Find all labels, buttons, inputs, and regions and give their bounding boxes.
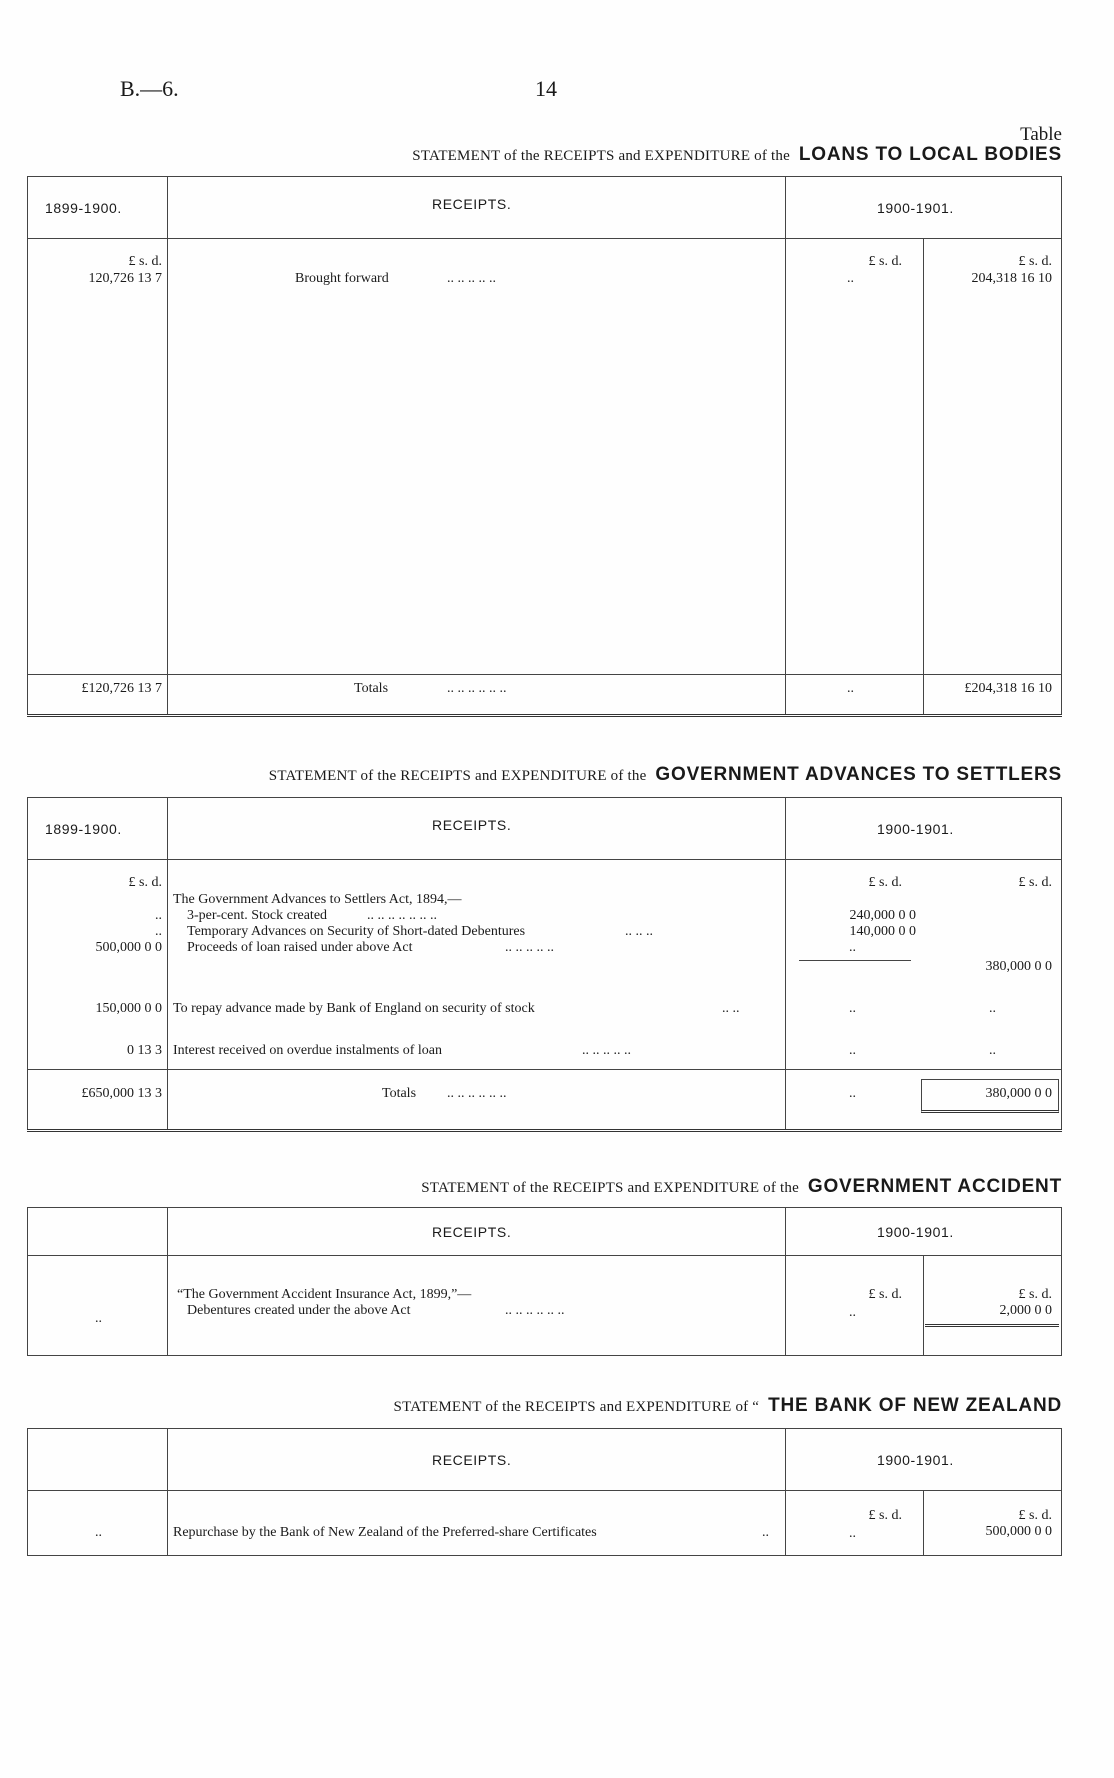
- settlers-proceeds-label: Proceeds of loan raised under above Act: [187, 940, 413, 955]
- accident-item-curr-b: 2,000 0 0: [999, 1303, 1052, 1318]
- bank-item-label: Repurchase by the Bank of New Zealand of the Preferred-share Certificates: [173, 1525, 597, 1540]
- bank-statement-title: [394, 1395, 1062, 1417]
- loans-total-dots: .. .. .. .. .. ..: [447, 681, 507, 696]
- accident-title-main: GOVERNMENT ACCIDENT: [807, 1176, 1062, 1197]
- accident-row-prev: ..: [95, 1311, 102, 1326]
- settlers-total-curr-b: 380,000 0 0: [985, 1086, 1052, 1101]
- accident-unit-curr-a: £ s. d.: [868, 1287, 902, 1302]
- loans-unit-curr-b: £ s. d.: [1018, 254, 1052, 269]
- bank-row-prev: ..: [95, 1525, 102, 1540]
- loans-col-1899: 1899-1900.: [45, 200, 122, 216]
- settlers-interest-prev: 0 13 3: [127, 1043, 162, 1058]
- loans-total-curr-a: ..: [847, 681, 854, 696]
- table-label: Table: [1020, 124, 1062, 145]
- loans-brought-forward-label: Brought forward: [295, 271, 389, 286]
- settlers-stock-dots: .. .. .. .. .. .. ..: [367, 908, 437, 923]
- settlers-unit-curr-b: £ s. d.: [1018, 875, 1052, 890]
- settlers-total-label: Totals: [382, 1086, 417, 1101]
- settlers-temp-curr: 140,000 0 0: [849, 924, 916, 939]
- accident-item-label: Debentures created under the above Act: [187, 1303, 411, 1318]
- loans-brought-forward-prev: 120,726 13 7: [88, 271, 162, 286]
- accident-col-1900: 1900-1901.: [877, 1224, 954, 1240]
- settlers-proceeds-curr: ..: [849, 940, 856, 955]
- settlers-temp-label: Temporary Advances on Security of Short-dated Debentures: [187, 924, 526, 939]
- bank-title-prefix: STATEMENT of the RECEIPTS and EXPENDITURE of “: [393, 1399, 760, 1415]
- accident-title-prefix: STATEMENT of the RECEIPTS and EXPENDITURE of the: [421, 1180, 799, 1196]
- settlers-total-curr-a: ..: [849, 1086, 856, 1101]
- settlers-stock-label: 3-per-cent. Stock created: [187, 908, 328, 923]
- loans-unit-prev: £ s. d.: [128, 254, 162, 269]
- accident-item-curr-a: ..: [849, 1305, 856, 1320]
- accident-act-line: “The Government Accident Insurance Act, 1899,”—: [177, 1287, 472, 1302]
- bank-title-main: THE BANK OF NEW ZEALAND: [768, 1395, 1062, 1416]
- settlers-col-receipts: RECEIPTS.: [432, 817, 512, 833]
- settlers-repay-dots: .. ..: [722, 1001, 740, 1016]
- loans-unit-curr-a: £ s. d.: [868, 254, 902, 269]
- loans-total-curr-b: £204,318 16 10: [964, 681, 1052, 696]
- loans-total-prev: £120,726 13 7: [81, 681, 162, 696]
- settlers-interest-curr-a: ..: [849, 1043, 856, 1058]
- bank-table: [27, 1428, 1062, 1556]
- loans-col-1900: 1900-1901.: [877, 200, 954, 216]
- settlers-title-prefix: STATEMENT of the RECEIPTS and EXPENDITURE of the: [268, 768, 647, 784]
- settlers-col-1899: 1899-1900.: [45, 821, 122, 837]
- settlers-interest-label: Interest received on overdue instalments of loan: [173, 1043, 443, 1058]
- settlers-temp-dots: .. .. ..: [625, 924, 653, 939]
- settlers-stock-curr: 240,000 0 0: [849, 908, 916, 923]
- loans-statement-title: [412, 144, 1062, 166]
- loans-brought-forward-dots: .. .. .. .. ..: [447, 271, 496, 286]
- loans-col-receipts: RECEIPTS.: [432, 196, 512, 212]
- bank-unit-curr-a: £ s. d.: [868, 1508, 902, 1523]
- settlers-act-line: The Government Advances to Settlers Act, 1894,—: [173, 892, 462, 907]
- loans-brought-forward-curr-b: 204,318 16 10: [971, 271, 1052, 286]
- settlers-stock-prev: ..: [155, 908, 162, 923]
- settlers-statement-title: [269, 764, 1062, 786]
- settlers-repay-prev: 150,000 0 0: [95, 1001, 162, 1016]
- accident-statement-title: [421, 1176, 1062, 1198]
- settlers-unit-curr-a: £ s. d.: [868, 875, 902, 890]
- bank-item-dots: ..: [762, 1525, 769, 1540]
- settlers-proceeds-dots: .. .. .. .. ..: [505, 940, 554, 955]
- settlers-interest-dots: .. .. .. .. ..: [582, 1043, 631, 1058]
- bank-item-curr-a: ..: [849, 1526, 856, 1541]
- loans-title-main: LOANS TO LOCAL BODIES: [798, 144, 1062, 165]
- settlers-total-dots: .. .. .. .. .. ..: [447, 1086, 507, 1101]
- accident-col-receipts: RECEIPTS.: [432, 1224, 512, 1240]
- accident-unit-curr-b: £ s. d.: [1018, 1287, 1052, 1302]
- accident-item-dots: .. .. .. .. .. ..: [505, 1303, 565, 1318]
- settlers-subtotal: 380,000 0 0: [985, 959, 1052, 974]
- loans-total-label: Totals: [354, 681, 389, 696]
- loans-title-prefix: STATEMENT of the RECEIPTS and EXPENDITURE of the: [412, 148, 790, 164]
- settlers-temp-prev: ..: [155, 924, 162, 939]
- loans-brought-forward-curr-a: ..: [847, 271, 854, 286]
- accident-table: [27, 1207, 1062, 1356]
- settlers-interest-curr-b: ..: [989, 1043, 996, 1058]
- bank-col-1900: 1900-1901.: [877, 1452, 954, 1468]
- loans-table: [27, 176, 1062, 717]
- settlers-table: [27, 797, 1062, 1132]
- bank-item-curr-b: 500,000 0 0: [985, 1524, 1052, 1539]
- settlers-col-1900: 1900-1901.: [877, 821, 954, 837]
- bank-unit-curr-b: £ s. d.: [1018, 1508, 1052, 1523]
- settlers-repay-label: To repay advance made by Bank of England on security of stock: [173, 1001, 535, 1016]
- bank-col-receipts: RECEIPTS.: [432, 1452, 512, 1468]
- document-reference: B.—6.: [120, 76, 179, 101]
- settlers-proceeds-prev: 500,000 0 0: [95, 940, 162, 955]
- settlers-title-main: GOVERNMENT ADVANCES TO SETTLERS: [655, 764, 1062, 785]
- settlers-unit-prev: £ s. d.: [128, 875, 162, 890]
- settlers-repay-curr-b: ..: [989, 1001, 996, 1016]
- settlers-total-prev: £650,000 13 3: [81, 1086, 162, 1101]
- page-number: 14: [535, 76, 557, 101]
- settlers-repay-curr-a: ..: [849, 1001, 856, 1016]
